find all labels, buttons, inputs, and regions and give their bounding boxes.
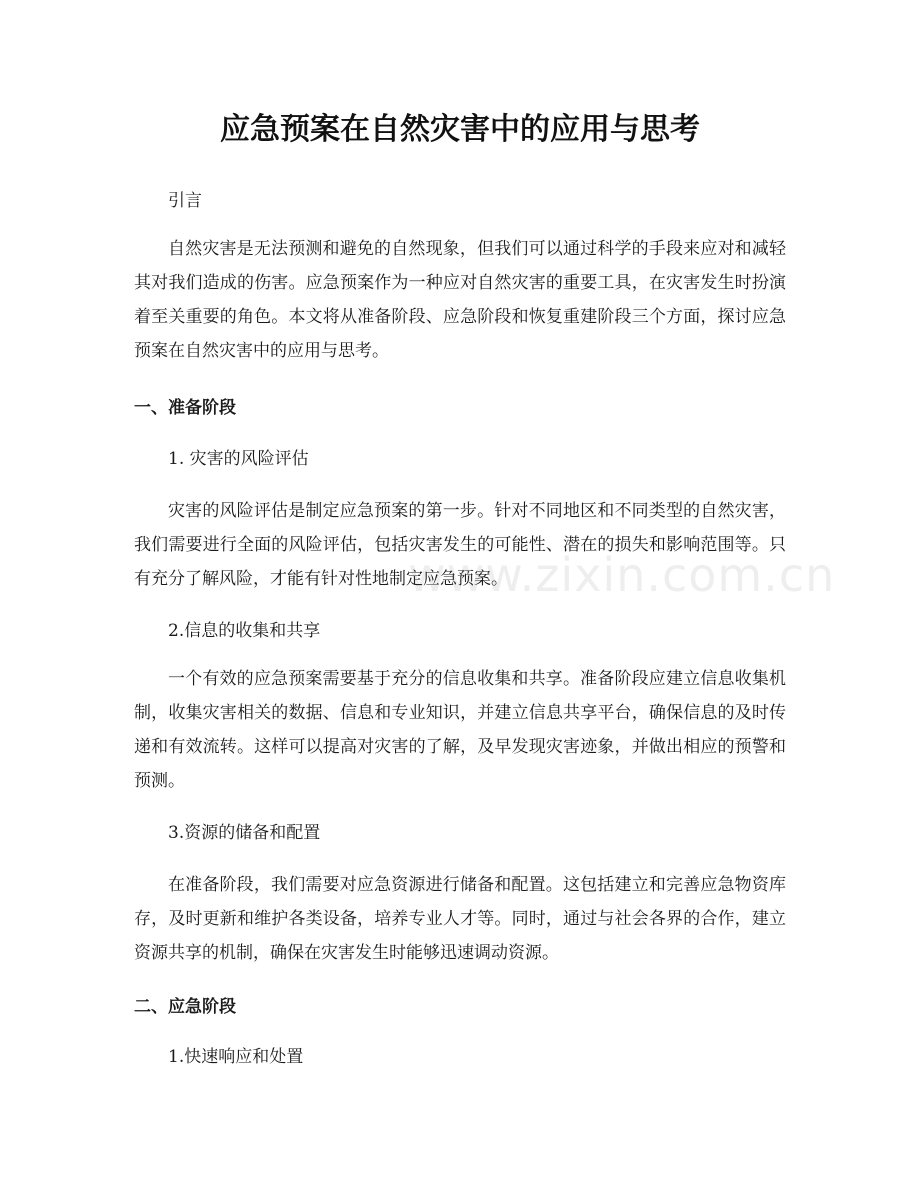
watermark-text: www.zixin.com.cn — [408, 548, 836, 602]
document-title: 应急预案在自然灾害中的应用与思考 — [220, 112, 700, 147]
subheading-risk-assessment: 1. 灾害的风险评估 — [168, 449, 309, 469]
section-heading-preparation: 一、准备阶段 — [134, 398, 236, 418]
intro-heading: 引言 — [168, 191, 202, 211]
subheading-information-sharing: 2.信息的收集和共享 — [168, 621, 321, 641]
intro-paragraph: 自然灾害是无法预测和避免的自然现象，但我们可以通过科学的手段来应对和减轻其对我们造成的伤害。应急预案作为一种应对自然灾害的重要工具，在灾害发生时扮演着至关重要的角色。本文将从准备阶段、应急阶段和恢复重建阶段三个方面，探讨应急预案在自然灾害中的应用与思考。 — [134, 239, 786, 361]
paragraph-resource-reserve: 在准备阶段，我们需要对应急资源进行储备和配置。这包括建立和完善应急物资库存，及时更新和维护各类设备，培养专业人才等。同时，通过与社会各界的合作，建立资源共享的机制，确保在灾害发生时能够迅速调动资源。 — [134, 875, 786, 963]
paragraph-information-sharing: 一个有效的应急预案需要基于充分的信息收集和共享。准备阶段应建立信息收集机制，收集灾害相关的数据、信息和专业知识，并建立信息共享平台，确保信息的及时传递和有效流转。这样可以提高对灾害的了解，及早发现灾害迹象，并做出相应的预警和预测。 — [134, 669, 786, 791]
paragraph-risk-assessment: 灾害的风险评估是制定应急预案的第一步。针对不同地区和不同类型的自然灾害，我们需要进行全面的风险评估，包括灾害发生的可能性、潜在的损失和影响范围等。只有充分了解风险，才能有针对性地制定应急预案。 — [134, 501, 786, 589]
subheading-rapid-response: 1.快速响应和处置 — [168, 1047, 304, 1067]
section-heading-emergency: 二、应急阶段 — [134, 997, 236, 1017]
subheading-resource-reserve: 3.资源的储备和配置 — [168, 823, 321, 843]
